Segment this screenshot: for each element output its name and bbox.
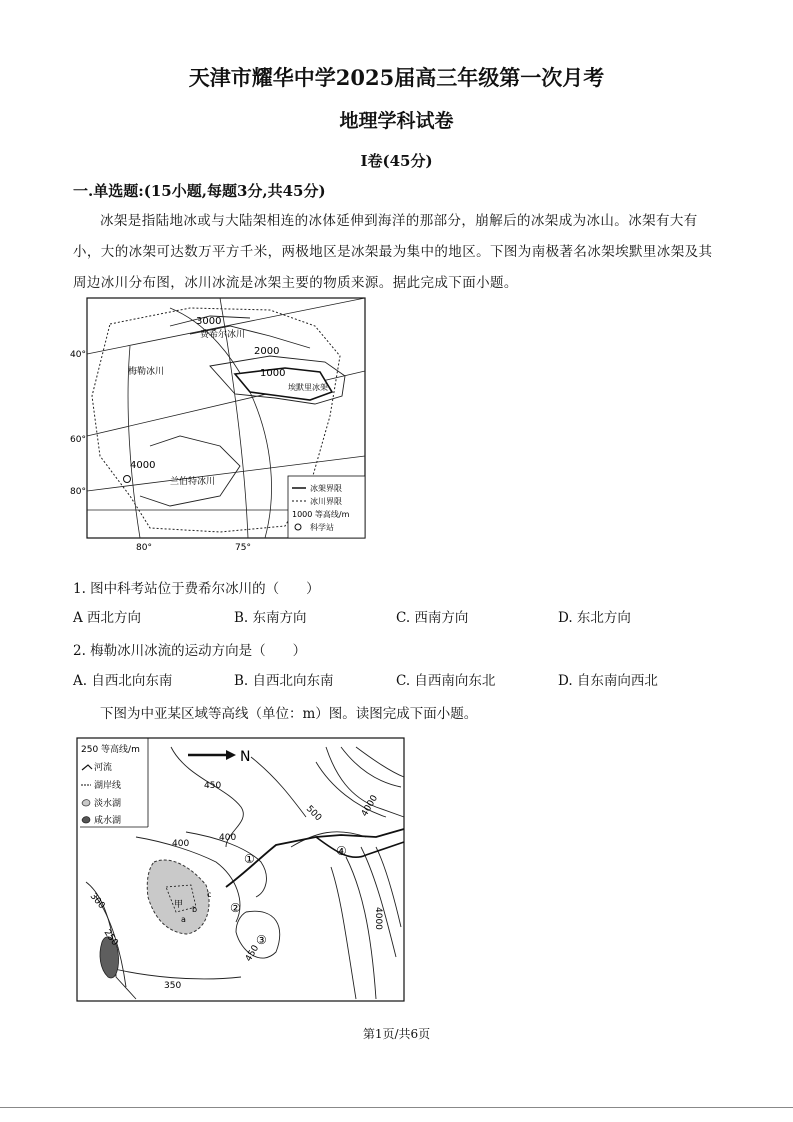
marker-2: ②	[230, 901, 241, 915]
contour-label-400a: 400	[219, 833, 237, 843]
contour-label-500: 500	[303, 804, 324, 824]
page-subtitle: 地理学科试卷	[339, 110, 454, 132]
contour-label-300: 300	[87, 891, 107, 912]
lake-label-a: a	[181, 915, 186, 924]
contour-label-4000b: 4000	[373, 907, 383, 930]
amery-shelf-label: 埃默里冰架	[288, 383, 328, 392]
amery-ice-shelf-map	[70, 296, 370, 552]
lake-label-c: c	[207, 890, 212, 899]
q2-option-a[interactable]: A. 自西北向东南	[73, 673, 173, 689]
section-title: Ⅰ卷(45分)	[360, 152, 433, 170]
q2-option-c[interactable]: C. 自西南向东北	[396, 673, 496, 689]
question-1-stem: 1. 图中科考站位于费希尔冰川的（ ）	[73, 581, 320, 597]
map1-legend	[288, 476, 365, 538]
mellor-glacier-label: 梅勒冰川	[128, 367, 165, 377]
bottom-divider	[0, 1107, 793, 1108]
lat-label-80: 80°	[70, 487, 86, 497]
legend-shelf: 冰架界限	[310, 484, 342, 493]
lat-label-60: 60°	[70, 435, 86, 445]
q1-option-b[interactable]: B. 东南方向	[234, 610, 307, 626]
q2-option-d[interactable]: D. 自东南向西北	[558, 673, 658, 689]
q1-option-c[interactable]: C. 西南方向	[396, 610, 469, 626]
central-asia-contour-map	[76, 737, 406, 1003]
lambert-glacier-label: 兰伯特冰川	[170, 477, 216, 487]
page-number: 第1页/共6页	[362, 1027, 431, 1041]
lat-label-40: 40°	[70, 350, 86, 360]
q2-option-b[interactable]: B. 自西北向东南	[234, 673, 334, 689]
north-label: N	[240, 749, 251, 765]
part1-intro: 冰架是指陆地冰或与大陆架相连的冰体延伸到海洋的那部分，崩解后的冰架成为冰山。冰架有大有小，大的冰架可达数万平方千米，两极地区是冰架最为集中的地区。下图为南极著名冰架埃默里冰架及其周边冰川分布图，冰川冰流是冰架主要的物质来源。据此完成下面小题。	[73, 213, 713, 291]
contour-label-400b: 400	[172, 839, 190, 849]
contour-label-4000: 4000	[130, 460, 156, 471]
marker-3: ③	[256, 933, 267, 947]
part1-heading: 一.单选题:(15小题,每题3分,共45分)	[73, 182, 326, 200]
lon-label-80: 80°	[136, 543, 152, 552]
lake-label-b: b	[192, 905, 198, 914]
fisher-glacier-label: 费希尔冰川	[200, 330, 246, 340]
legend-shoreline: 湖岸线	[94, 781, 122, 791]
contour-label-4000a: 4000	[359, 793, 381, 819]
legend-glacier: 冰川界限	[310, 497, 342, 506]
legend-contour: 1000 等高线/m	[292, 510, 350, 519]
contour-label-2000: 2000	[254, 346, 280, 357]
lake-label-jia: 甲	[174, 900, 184, 910]
contour-label-450b: 450	[243, 943, 262, 964]
part2-intro: 下图为中亚某区域等高线（单位：m）图。读图完成下面小题。	[100, 706, 478, 722]
legend-freshwater: 淡水湖	[94, 799, 122, 809]
lon-label-75: 75°	[235, 543, 251, 552]
contour-label-3000: 3000	[196, 316, 222, 327]
science-station-marker	[124, 476, 131, 483]
contour-label-250: 250	[101, 927, 120, 948]
contour-label-350: 350	[164, 981, 182, 991]
contour-label-450a: 450	[204, 781, 222, 791]
q1-option-a[interactable]: A 西北方向	[73, 610, 142, 626]
page-title: 天津市耀华中学2025届高三年级第一次月考	[188, 65, 605, 90]
marker-4: ④	[336, 844, 347, 858]
q1-option-d[interactable]: D. 东北方向	[558, 610, 631, 626]
legend-saltwater: 咸水湖	[94, 816, 122, 826]
map2-frame	[77, 738, 404, 1001]
legend-river: 河流	[94, 763, 113, 773]
marker-1: ①	[244, 852, 255, 866]
legend-contour: 250 等高线/m	[81, 745, 140, 755]
contour-label-1000: 1000	[260, 368, 286, 379]
question-2-stem: 2. 梅勒冰川冰流的运动方向是（ ）	[73, 643, 307, 659]
legend-station: 科学站	[310, 523, 334, 532]
